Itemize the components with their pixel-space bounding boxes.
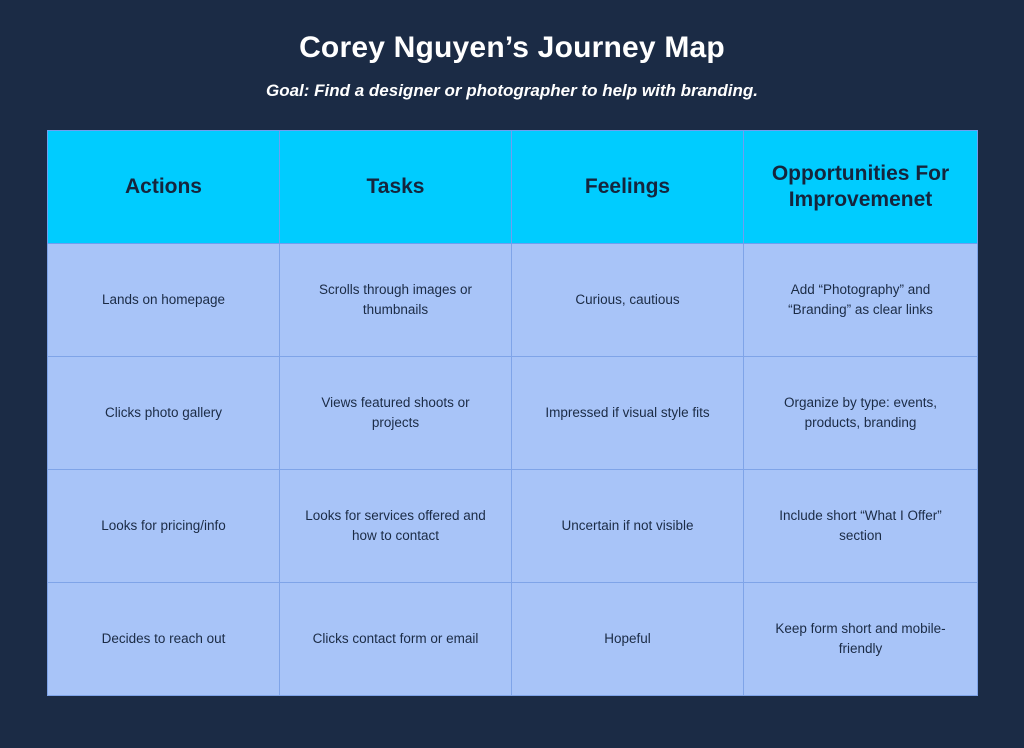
cell-task: Clicks contact form or email bbox=[280, 583, 512, 696]
page-subtitle: Goal: Find a designer or photographer to help with branding. bbox=[265, 81, 759, 100]
column-header-actions: Actions bbox=[48, 131, 280, 244]
table-row bbox=[48, 357, 978, 470]
column-header-tasks: Tasks bbox=[280, 131, 512, 244]
cell-action: Lands on homepage bbox=[48, 244, 280, 357]
cell-action: Looks for pricing/info bbox=[48, 470, 280, 583]
cell-feeling: Impressed if visual style fits bbox=[512, 357, 744, 470]
cell-action: Clicks photo gallery bbox=[48, 357, 280, 470]
journey-map-table-wrapper bbox=[47, 130, 977, 696]
cell-task: Views featured shoots or projects bbox=[280, 357, 512, 470]
cell-opportunity: Add “Photography” and “Branding” as clear links bbox=[744, 244, 978, 357]
cell-action: Decides to reach out bbox=[48, 583, 280, 696]
page-title: Corey Nguyen’s Journey Map bbox=[299, 31, 725, 64]
cell-feeling: Curious, cautious bbox=[512, 244, 744, 357]
cell-opportunity: Organize by type: events, products, branding bbox=[744, 357, 978, 470]
column-header-feelings: Feelings bbox=[512, 131, 744, 244]
table-row bbox=[48, 583, 978, 696]
cell-feeling: Uncertain if not visible bbox=[512, 470, 744, 583]
table-row bbox=[48, 470, 978, 583]
journey-map-table bbox=[47, 130, 978, 696]
table-header-row bbox=[48, 131, 978, 244]
cell-task: Scrolls through images or thumbnails bbox=[280, 244, 512, 357]
cell-task: Looks for services offered and how to contact bbox=[280, 470, 512, 583]
cell-opportunity: Keep form short and mobile-friendly bbox=[744, 583, 978, 696]
table-row bbox=[48, 244, 978, 357]
cell-opportunity: Include short “What I Offer” section bbox=[744, 470, 978, 583]
cell-feeling: Hopeful bbox=[512, 583, 744, 696]
column-header-opportunities: Opportunities For Improvemenet bbox=[744, 131, 978, 244]
